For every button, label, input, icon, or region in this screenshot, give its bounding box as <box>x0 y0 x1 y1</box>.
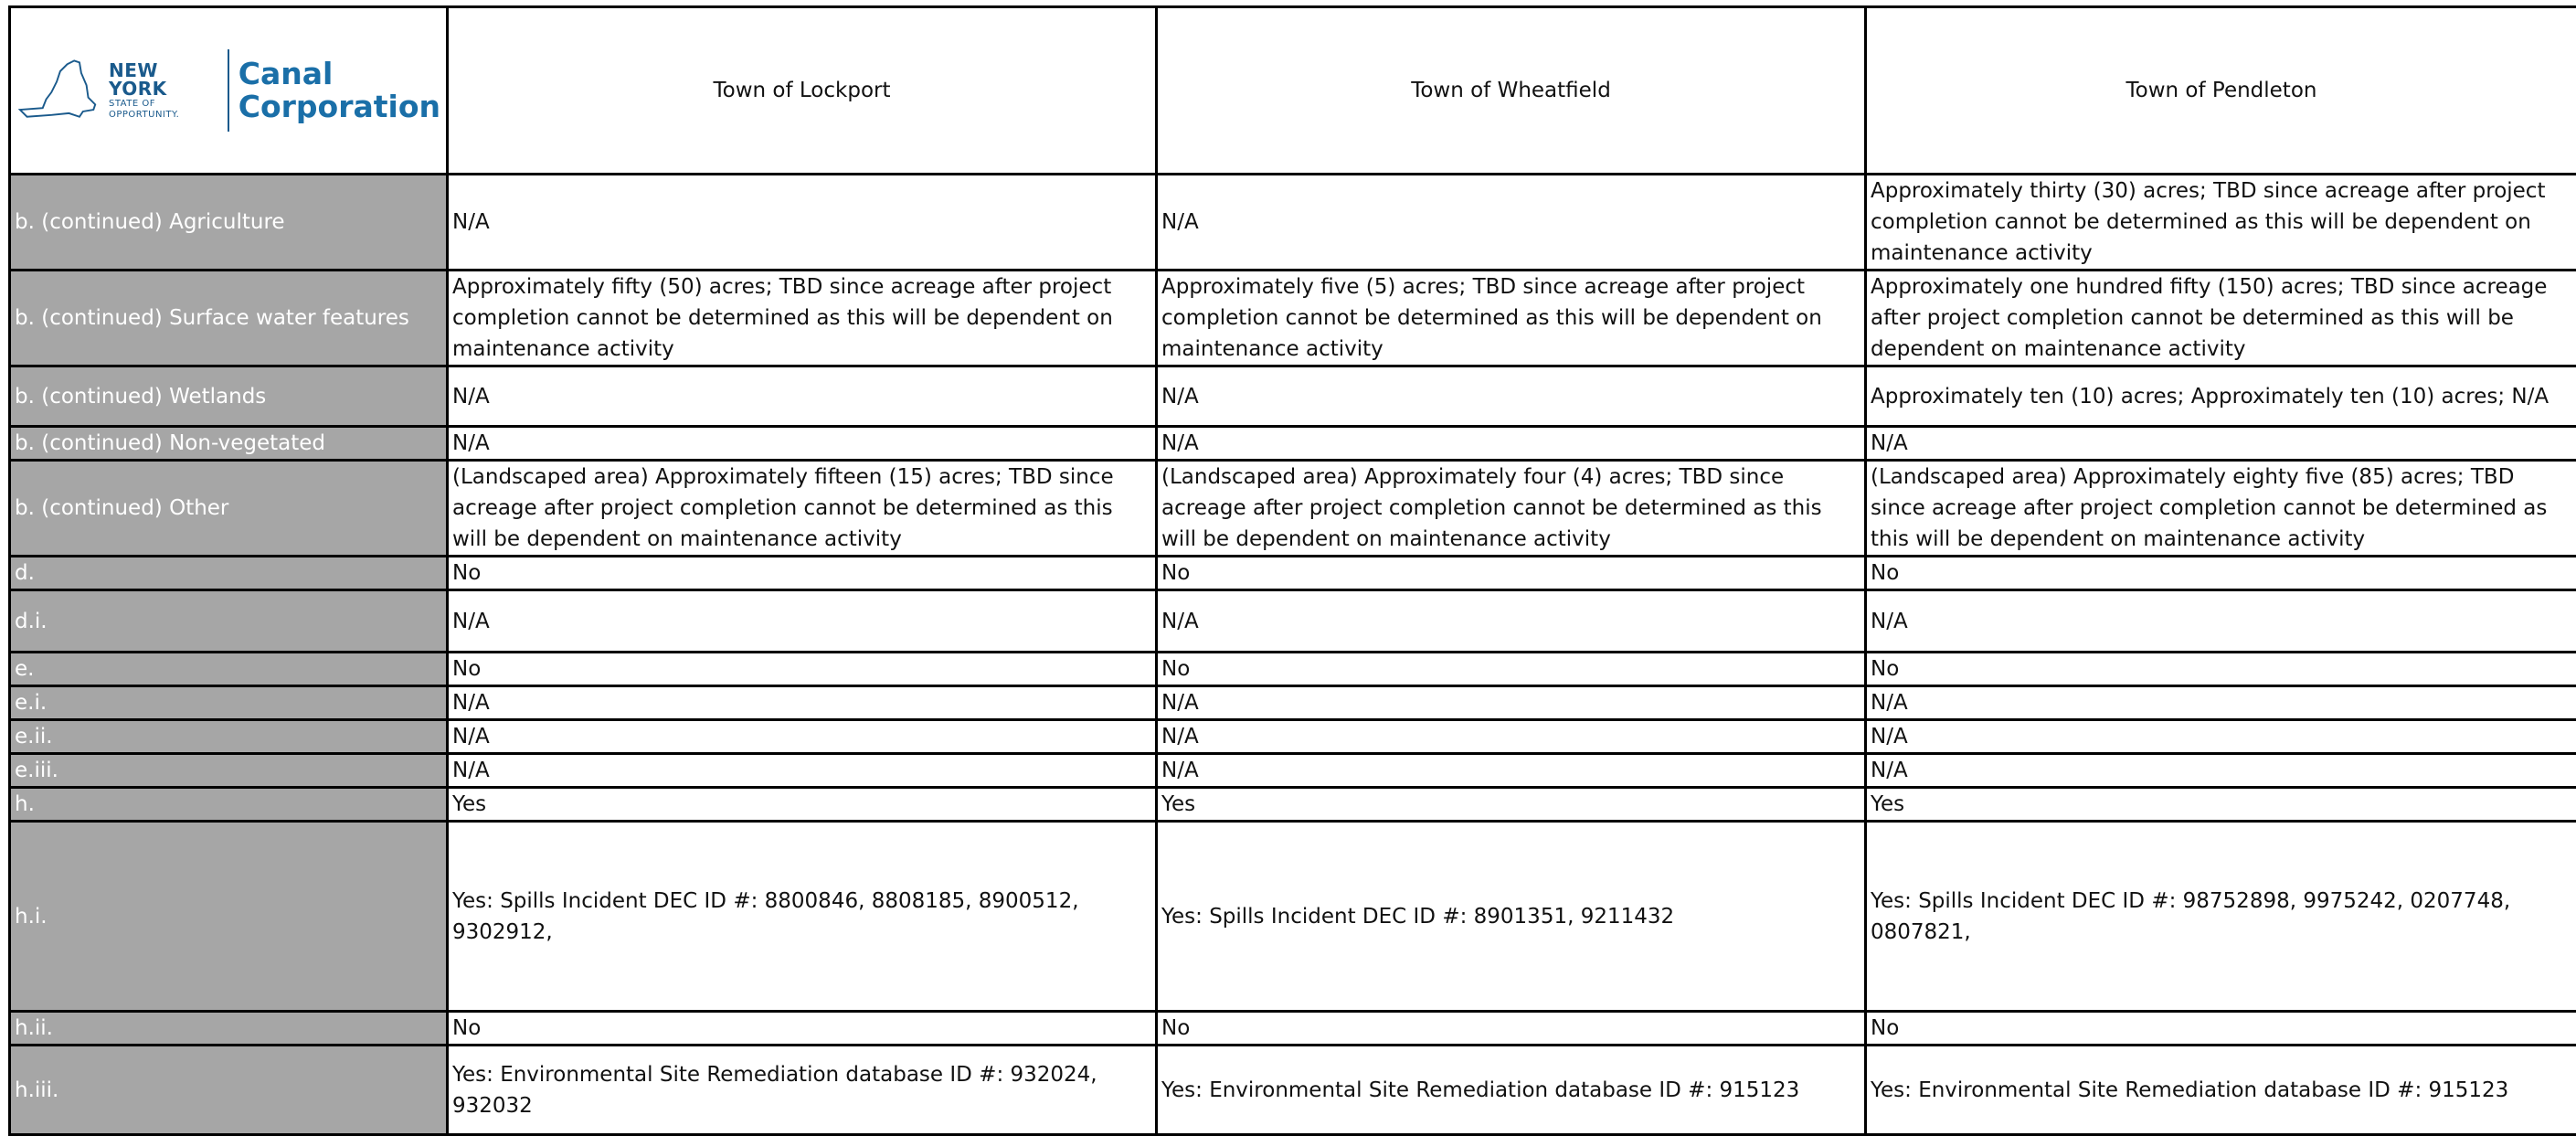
row-value: N/A <box>1157 366 1866 427</box>
row-value: N/A <box>1157 175 1866 271</box>
ny-title: NEW YORK <box>109 61 218 98</box>
table-row <box>10 366 2576 427</box>
row-value: Approximately one hundred fifty (150) acres; TBD since acreage after project completion cannot be determined as this will be dependent on maintenance activity <box>1866 271 2576 366</box>
row-label: b. (continued) Non-vegetated <box>10 427 448 461</box>
table-row <box>10 788 2576 822</box>
row-value: (Landscaped area) Approximately eighty five (85) acres; TBD since acreage after project completion cannot be determined as this will be dependent on maintenance activity <box>1866 461 2576 557</box>
new-york-state-map-icon <box>16 54 100 127</box>
table-row <box>10 754 2576 788</box>
header-row <box>10 7 2576 175</box>
row-label: e.ii. <box>10 720 448 754</box>
row-label: h. <box>10 788 448 822</box>
row-value: No <box>1157 557 1866 590</box>
row-value: No <box>1866 1012 2576 1046</box>
row-label: b. (continued) Wetlands <box>10 366 448 427</box>
row-label: h.ii. <box>10 1012 448 1046</box>
row-value: (Landscaped area) Approximately fifteen (15) acres; TBD since acreage after project completion cannot be determined as this will be dependent on maintenance activity <box>448 461 1157 557</box>
table-row <box>10 175 2576 271</box>
canal-corporation-logo <box>16 49 440 132</box>
row-value: No <box>1157 1012 1866 1046</box>
row-value: No <box>1866 557 2576 590</box>
row-label: b. (continued) Other <box>10 461 448 557</box>
row-value: No <box>1866 653 2576 686</box>
row-label: e.iii. <box>10 754 448 788</box>
row-value: Approximately thirty (30) acres; TBD since acreage after project completion cannot be determined as this will be dependent on maintenance activity <box>1866 175 2576 271</box>
row-value: Yes: Environmental Site Remediation database ID #: 932024, 932032 <box>448 1046 1157 1135</box>
table-row <box>10 822 2576 1012</box>
row-value: Approximately fifty (50) acres; TBD since acreage after project completion cannot be determined as this will be dependent on maintenance activity <box>448 271 1157 366</box>
row-label: e.i. <box>10 686 448 720</box>
row-value: Yes: Spills Incident DEC ID #: 8800846, 8808185, 8900512, 9302912, <box>448 822 1157 1012</box>
row-value: N/A <box>1157 427 1866 461</box>
row-value: Yes: Spills Incident DEC ID #: 98752898, 9975242, 0207748, 0807821, <box>1866 822 2576 1012</box>
row-value: N/A <box>448 590 1157 653</box>
row-label: d.i. <box>10 590 448 653</box>
org-line-1: Canal <box>239 58 440 90</box>
row-value: N/A <box>448 175 1157 271</box>
column-header-wheatfield: Town of Wheatfield <box>1157 7 1866 175</box>
row-value: N/A <box>1866 590 2576 653</box>
row-value: N/A <box>448 366 1157 427</box>
row-value: Yes <box>1157 788 1866 822</box>
table-row <box>10 686 2576 720</box>
table-row <box>10 720 2576 754</box>
row-value: N/A <box>1866 427 2576 461</box>
ny-sub-1: STATE OF <box>109 100 218 109</box>
table-row <box>10 461 2576 557</box>
row-value: N/A <box>1866 686 2576 720</box>
row-value: N/A <box>1157 754 1866 788</box>
table-row <box>10 271 2576 366</box>
row-value: N/A <box>1866 720 2576 754</box>
row-value: N/A <box>448 686 1157 720</box>
ny-sub-2: OPPORTUNITY. <box>109 111 218 120</box>
table-row <box>10 1046 2576 1135</box>
table-row <box>10 427 2576 461</box>
row-value: No <box>448 653 1157 686</box>
row-value: No <box>448 557 1157 590</box>
org-wordmark <box>239 58 440 123</box>
row-value: N/A <box>448 427 1157 461</box>
row-label: e. <box>10 653 448 686</box>
table-row <box>10 557 2576 590</box>
row-value: (Landscaped area) Approximately four (4) acres; TBD since acreage after project completion cannot be determined as this will be dependent on maintenance activity <box>1157 461 1866 557</box>
row-value: Yes: Environmental Site Remediation database ID #: 915123 <box>1866 1046 2576 1135</box>
row-value: Yes <box>1866 788 2576 822</box>
column-header-pendleton: Town of Pendleton <box>1866 7 2576 175</box>
logo-divider <box>228 49 229 132</box>
row-value: N/A <box>1157 590 1866 653</box>
row-value: N/A <box>1866 754 2576 788</box>
row-value: Approximately five (5) acres; TBD since acreage after project completion cannot be determined as this will be dependent on maintenance activity <box>1157 271 1866 366</box>
data-table <box>8 5 2576 1136</box>
row-value: Approximately ten (10) acres; Approximately ten (10) acres; N/A <box>1866 366 2576 427</box>
row-label: h.iii. <box>10 1046 448 1135</box>
table-row <box>10 590 2576 653</box>
row-value: No <box>1157 653 1866 686</box>
row-value: No <box>448 1012 1157 1046</box>
row-value: N/A <box>448 720 1157 754</box>
row-value: N/A <box>448 754 1157 788</box>
row-label: b. (continued) Agriculture <box>10 175 448 271</box>
row-value: Yes: Environmental Site Remediation database ID #: 915123 <box>1157 1046 1866 1135</box>
row-label: h.i. <box>10 822 448 1012</box>
row-value: Yes <box>448 788 1157 822</box>
column-header-lockport: Town of Lockport <box>448 7 1157 175</box>
org-line-2: Corporation <box>239 90 440 123</box>
row-label: d. <box>10 557 448 590</box>
row-value: N/A <box>1157 686 1866 720</box>
row-label: b. (continued) Surface water features <box>10 271 448 366</box>
row-value: Yes: Spills Incident DEC ID #: 8901351, 9211432 <box>1157 822 1866 1012</box>
table-row <box>10 653 2576 686</box>
table-row <box>10 1012 2576 1046</box>
ny-wordmark <box>109 61 218 120</box>
row-value: N/A <box>1157 720 1866 754</box>
logo-cell <box>10 7 448 175</box>
